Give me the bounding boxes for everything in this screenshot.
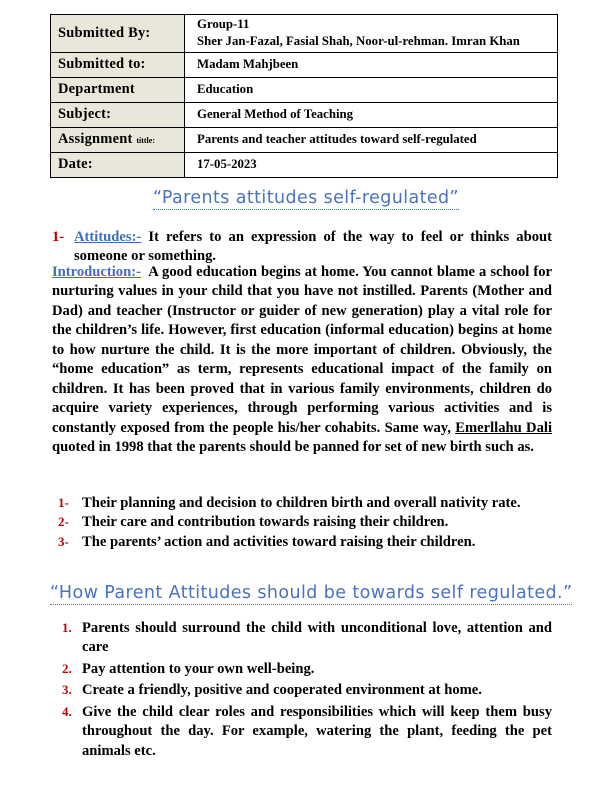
list-item	[52, 619, 552, 658]
list-marker: 3.	[62, 682, 72, 698]
table-label-date	[51, 153, 185, 178]
label-text: Subject:	[58, 106, 112, 122]
label-text: Submitted By:	[58, 24, 151, 41]
table-row	[51, 128, 558, 153]
parent-attitudes-list	[52, 619, 552, 763]
second-title-container	[50, 583, 572, 605]
submission-info-table	[50, 14, 558, 178]
list-item	[52, 660, 552, 679]
value-line: 17-05-2023	[197, 157, 257, 172]
cited-author-name: Emerllahu Dali	[455, 419, 553, 436]
table-row	[51, 15, 558, 53]
table-row	[51, 153, 558, 178]
attitudes-definition-item	[52, 228, 552, 267]
list-item-text: Their planning and decision to children birth and overall nativity rate.	[82, 495, 521, 511]
table-label-assignment-title	[51, 128, 185, 153]
value-line: General Method of Teaching	[197, 107, 354, 122]
attitudes-definition-text: It refers to an expression of the way to feel or thinks about someone or something.	[74, 229, 552, 265]
table-value-department	[185, 78, 558, 103]
list-marker: 4.	[62, 703, 72, 719]
list-item-text: Pay attention to your own well-being.	[82, 660, 315, 677]
table-row	[51, 103, 558, 128]
table-label-department	[51, 78, 185, 103]
table-value-date	[185, 153, 558, 178]
introduction-section	[52, 263, 552, 458]
table-value-subject	[185, 103, 558, 128]
table-value-submitted-by	[185, 15, 558, 53]
label-subtext: tittle:	[136, 136, 155, 145]
list-marker: 2-	[58, 514, 69, 530]
value-line: Parents and teacher attitudes toward self-regulated	[197, 132, 477, 147]
page-title: “Parents attitudes self-regulated”	[153, 188, 459, 210]
new-birth-list	[52, 494, 552, 552]
main-title-container	[0, 188, 612, 210]
section-title: “How Parent Attitudes should be towards self regulated.”	[50, 583, 572, 605]
label-text: Assignment	[58, 131, 133, 147]
value-line: Sher Jan-Fazal, Fasial Shah, Noor-ul-rehman. Imran Khan	[197, 34, 520, 48]
table-value-assignment-title	[185, 128, 558, 153]
label-text: Department	[58, 81, 135, 97]
table-label-subject	[51, 103, 185, 128]
table-value-submitted-to	[185, 53, 558, 78]
label-text: Date:	[58, 156, 93, 172]
list-marker: 1.	[62, 620, 72, 635]
value-line: Madam Mahjbeen	[197, 57, 299, 72]
table-label-submitted-by	[51, 15, 185, 53]
value-line: Education	[197, 82, 254, 97]
table-row	[51, 53, 558, 78]
list-item	[52, 494, 552, 513]
list-item-text: The parents’ action and activities toward raising their children.	[82, 533, 476, 550]
label-text: Submitted to:	[58, 56, 146, 72]
introduction-text-part1: A good education begins at home. You cannot blame a school for nurturing values in your child that you have not instilled. Parents (Mother and Dad) and teacher (Instructor or guider of new generation) play a vital role for the children’s life. However, first education (informal education) begins at home to how nurture the child. It is the more important of children. Obviously, the “home education” as term, represents educational impact of the family on children. It has been proved that in various family environments, children do acquire variety experiences, through performing various activities and is constantly exposed from the people his/her cohabits. Same way,	[52, 264, 552, 436]
term-introduction: Introduction:-	[52, 264, 141, 280]
list-item-text: Give the child clear roles and responsibilities which will keep them busy throughout the day. For example, watering the plant, feeding the pet animals etc.	[82, 703, 552, 759]
introduction-text-part2: quoted in 1998 that the parents should be panned for set of new birth such as.	[52, 439, 534, 456]
list-item-text: Parents should surround the child with unconditional love, attention and care	[82, 620, 552, 656]
table-row	[51, 78, 558, 103]
value-line: Group-11	[197, 17, 250, 32]
list-item-text: Their care and contribution towards raising their children.	[82, 514, 449, 531]
attitudes-paragraph	[52, 228, 552, 267]
list-item	[52, 513, 552, 532]
table-label-submitted-to	[51, 53, 185, 78]
list-marker: 2.	[62, 660, 72, 676]
list-item	[52, 533, 552, 552]
term-attitudes: Attitudes:-	[74, 229, 142, 245]
list-marker: 1-	[58, 495, 69, 510]
list-marker: 3-	[58, 533, 69, 549]
introduction-paragraph	[52, 263, 552, 458]
list-item	[52, 703, 552, 761]
list-item	[52, 681, 552, 700]
list-item-text: Create a friendly, positive and cooperated environment at home.	[82, 682, 482, 699]
list-marker: 1-	[52, 229, 65, 245]
